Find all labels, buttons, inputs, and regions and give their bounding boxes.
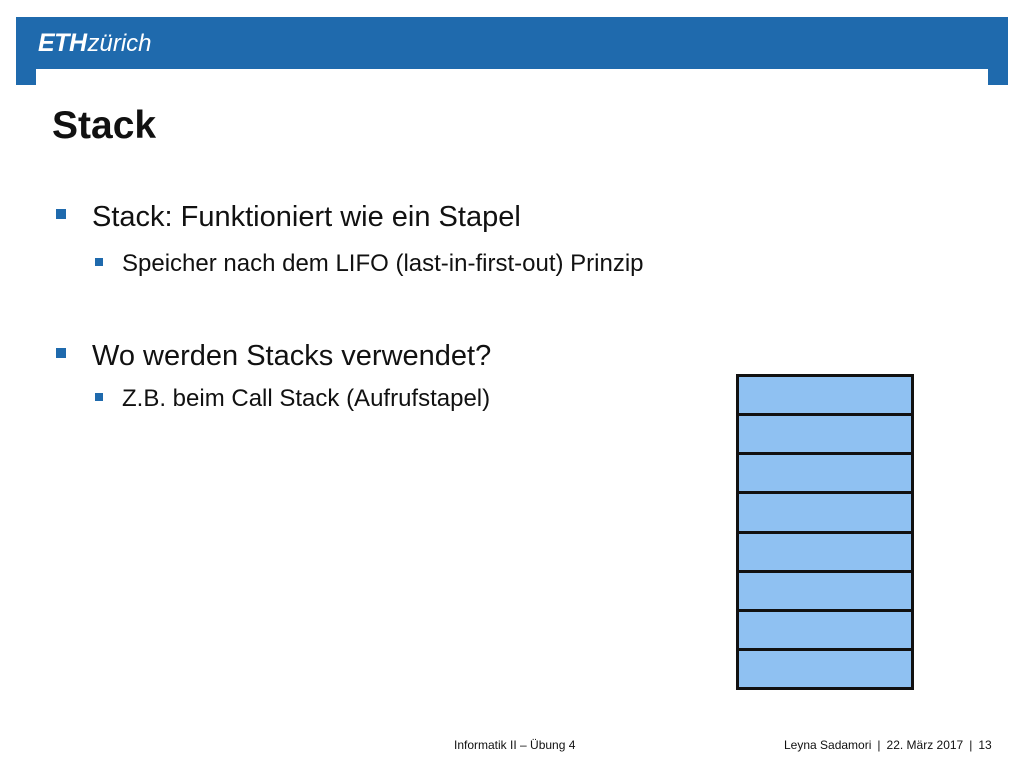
stack-diagram [736, 374, 914, 690]
footer-separator: | [969, 738, 973, 752]
sub-bullet-marker-icon [95, 393, 103, 401]
stack-cell [736, 374, 914, 416]
footer-info [784, 738, 992, 752]
stack-cell [736, 648, 914, 690]
stack-cell [736, 413, 914, 455]
bullet-1 [56, 199, 521, 235]
footer-course: Informatik II – Übung 4 [454, 738, 576, 752]
footer-date: 22. März 2017 [886, 738, 964, 752]
footer-separator: | [877, 738, 881, 752]
footer-author: Leyna Sadamori [784, 738, 872, 752]
bullet-marker-icon [56, 348, 66, 358]
eth-logo [38, 27, 152, 59]
bullet-1-text: Stack: Funktioniert wie ein Stapel [92, 201, 521, 233]
stack-cell [736, 452, 914, 494]
bullet-1-sub-1-text: Speicher nach dem LIFO (last-in-first-out) Prinzip [122, 250, 644, 277]
bullet-2-sub-1 [95, 384, 490, 414]
stack-cell [736, 609, 914, 651]
stack-cell [736, 491, 914, 533]
header-tab-left [16, 69, 36, 85]
logo-eth: ETH [38, 29, 87, 57]
page-title: Stack [52, 104, 157, 147]
stack-cell [736, 531, 914, 573]
header-bar [16, 17, 1008, 69]
bullet-1-sub-1 [95, 249, 644, 279]
bullet-2-text: Wo werden Stacks verwendet? [92, 340, 492, 372]
stack-cell [736, 570, 914, 612]
header-tab-right [988, 69, 1008, 85]
logo-zurich: zürich [87, 30, 152, 57]
bullet-2-sub-1-text: Z.B. beim Call Stack (Aufrufstapel) [122, 385, 491, 412]
sub-bullet-marker-icon [95, 258, 103, 266]
bullet-marker-icon [56, 209, 66, 219]
footer-page-number: 13 [978, 738, 992, 752]
bullet-2 [56, 338, 491, 374]
